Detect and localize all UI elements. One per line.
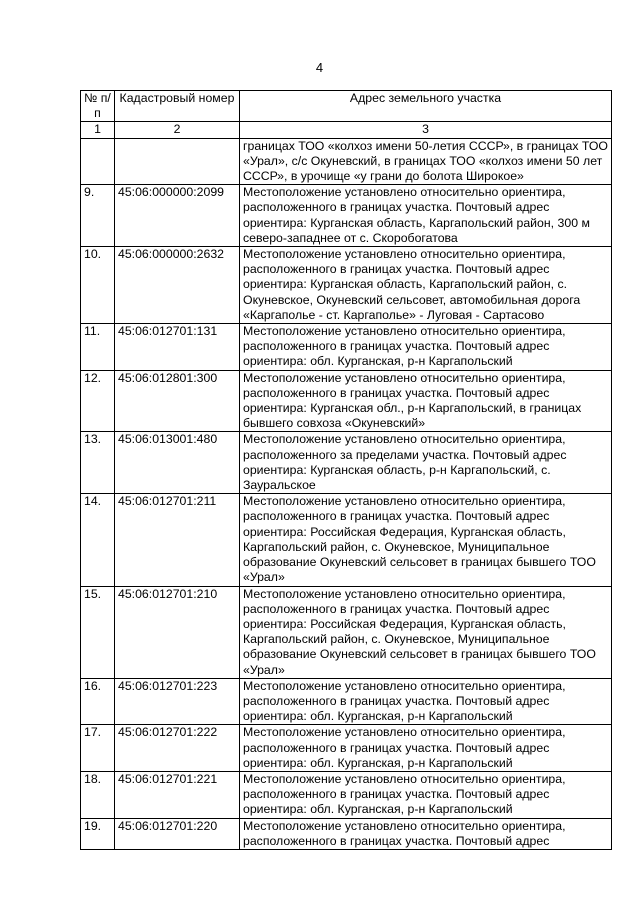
table-row bbox=[81, 370, 612, 432]
page-number: 4 bbox=[315, 60, 324, 75]
row-number: 10. bbox=[81, 247, 115, 324]
plot-address: Местоположение установлено относительно ориентира, расположенного в границах участка. Почтовый адрес ориентира: Российская Федерация, Курганская область, Каргапольский район, с. Окуневское, Муниципальное образование Окуневский сельсовет в границах бывшего ТОО «Урал» bbox=[240, 586, 612, 678]
column-index-2: 2 bbox=[115, 122, 240, 138]
column-index-3: 3 bbox=[240, 122, 612, 138]
plot-address: Местоположение установлено относительно ориентира, расположенного в границах участка. Почтовый адрес ориентира: Курганская область, Каргапольский район, с. Окуневское, Окуневский сельсовет, автомобильная дорога «Каргаполье - ст. Каргаполье» - Луговая - Сартасово bbox=[240, 247, 612, 324]
cadastral-number: 45:06:012701:211 bbox=[115, 494, 240, 586]
plot-address: Местоположение установлено относительно ориентира, расположенного за пределами участка. Почтовый адрес ориентира: Курганская область, р-н Каргапольский, с. Зауральское bbox=[240, 432, 612, 494]
cadastral-number: 45:06:000000:2099 bbox=[115, 185, 240, 247]
table-row bbox=[81, 586, 612, 678]
column-index-1: 1 bbox=[81, 122, 115, 138]
cadastral-number: 45:06:013001:480 bbox=[115, 432, 240, 494]
row-number: 11. bbox=[81, 324, 115, 371]
table-row bbox=[81, 725, 612, 772]
table-row bbox=[81, 818, 612, 849]
plot-address: Местоположение установлено относительно ориентира, расположенного в границах участка. Почтовый адрес ориентира: обл. Курганская, р-н Каргапольский bbox=[240, 678, 612, 725]
cadastral-number: 45:06:000000:2632 bbox=[115, 247, 240, 324]
table-row bbox=[81, 247, 612, 324]
cadastral-number bbox=[115, 138, 240, 185]
cadastral-number: 45:06:012701:131 bbox=[115, 324, 240, 371]
cadastral-number: 45:06:012701:222 bbox=[115, 725, 240, 772]
header-num: № п/п bbox=[81, 91, 115, 122]
plot-address: Местоположение установлено относительно ориентира, расположенного в границах участка. Почтовый адрес bbox=[240, 818, 612, 849]
row-number: 12. bbox=[81, 370, 115, 432]
row-number: 14. bbox=[81, 494, 115, 586]
plot-address: Местоположение установлено относительно ориентира, расположенного в границах участка. Почтовый адрес ориентира: Курганская обл., р-н Каргапольский, в границах бывшего совхоза «Окуневский» bbox=[240, 370, 612, 432]
plot-address: Местоположение установлено относительно ориентира, расположенного в границах участка. Почтовый адрес ориентира: обл. Курганская, р-н Каргапольский bbox=[240, 725, 612, 772]
cadastral-number: 45:06:012701:223 bbox=[115, 678, 240, 725]
cadastral-number: 45:06:012701:221 bbox=[115, 771, 240, 818]
table-row bbox=[81, 432, 612, 494]
plot-address: Местоположение установлено относительно ориентира, расположенного в границах участка. Почтовый адрес ориентира: Российская Федерация, Курганская область, Каргапольский район, с. Окуневское, Муниципальное образование Окуневский сельсовет в границах бывшего ТОО «Урал» bbox=[240, 494, 612, 586]
row-number: 15. bbox=[81, 586, 115, 678]
plot-address: Местоположение установлено относительно ориентира, расположенного в границах участка. Почтовый адрес ориентира: Курганская область, Каргапольский район, 300 м северо-западнее от с. Скоробогатова bbox=[240, 185, 612, 247]
row-number: 19. bbox=[81, 818, 115, 849]
table-row bbox=[81, 678, 612, 725]
row-number: 17. bbox=[81, 725, 115, 772]
cadastral-number: 45:06:012801:300 bbox=[115, 370, 240, 432]
row-number: 16. bbox=[81, 678, 115, 725]
row-number: 13. bbox=[81, 432, 115, 494]
row-number: 9. bbox=[81, 185, 115, 247]
cadastral-number: 45:06:012701:220 bbox=[115, 818, 240, 849]
table-header-row bbox=[81, 91, 612, 122]
land-plots-table bbox=[80, 90, 612, 850]
header-cadastral: Кадастровый номер bbox=[115, 91, 240, 122]
cadastral-number: 45:06:012701:210 bbox=[115, 586, 240, 678]
table-row bbox=[81, 771, 612, 818]
column-index-row bbox=[81, 122, 612, 138]
plot-address: границах ТОО «колхоз имени 50-летия СССР», в границах ТОО «Урал», с/с Окуневский, в границах ТОО «колхоз имени 50 лет СССР», в урочище «у грани до болота Широкое» bbox=[240, 138, 612, 185]
table-row bbox=[81, 185, 612, 247]
row-number bbox=[81, 138, 115, 185]
table-row bbox=[81, 138, 612, 185]
table-body bbox=[81, 138, 612, 849]
plot-address: Местоположение установлено относительно ориентира, расположенного в границах участка. Почтовый адрес ориентира: обл. Курганская, р-н Каргапольский bbox=[240, 771, 612, 818]
row-number: 18. bbox=[81, 771, 115, 818]
header-address: Адрес земельного участка bbox=[240, 91, 612, 122]
plot-address: Местоположение установлено относительно ориентира, расположенного в границах участка. Почтовый адрес ориентира: обл. Курганская, р-н Каргапольский bbox=[240, 324, 612, 371]
table-row bbox=[81, 494, 612, 586]
table-row bbox=[81, 324, 612, 371]
